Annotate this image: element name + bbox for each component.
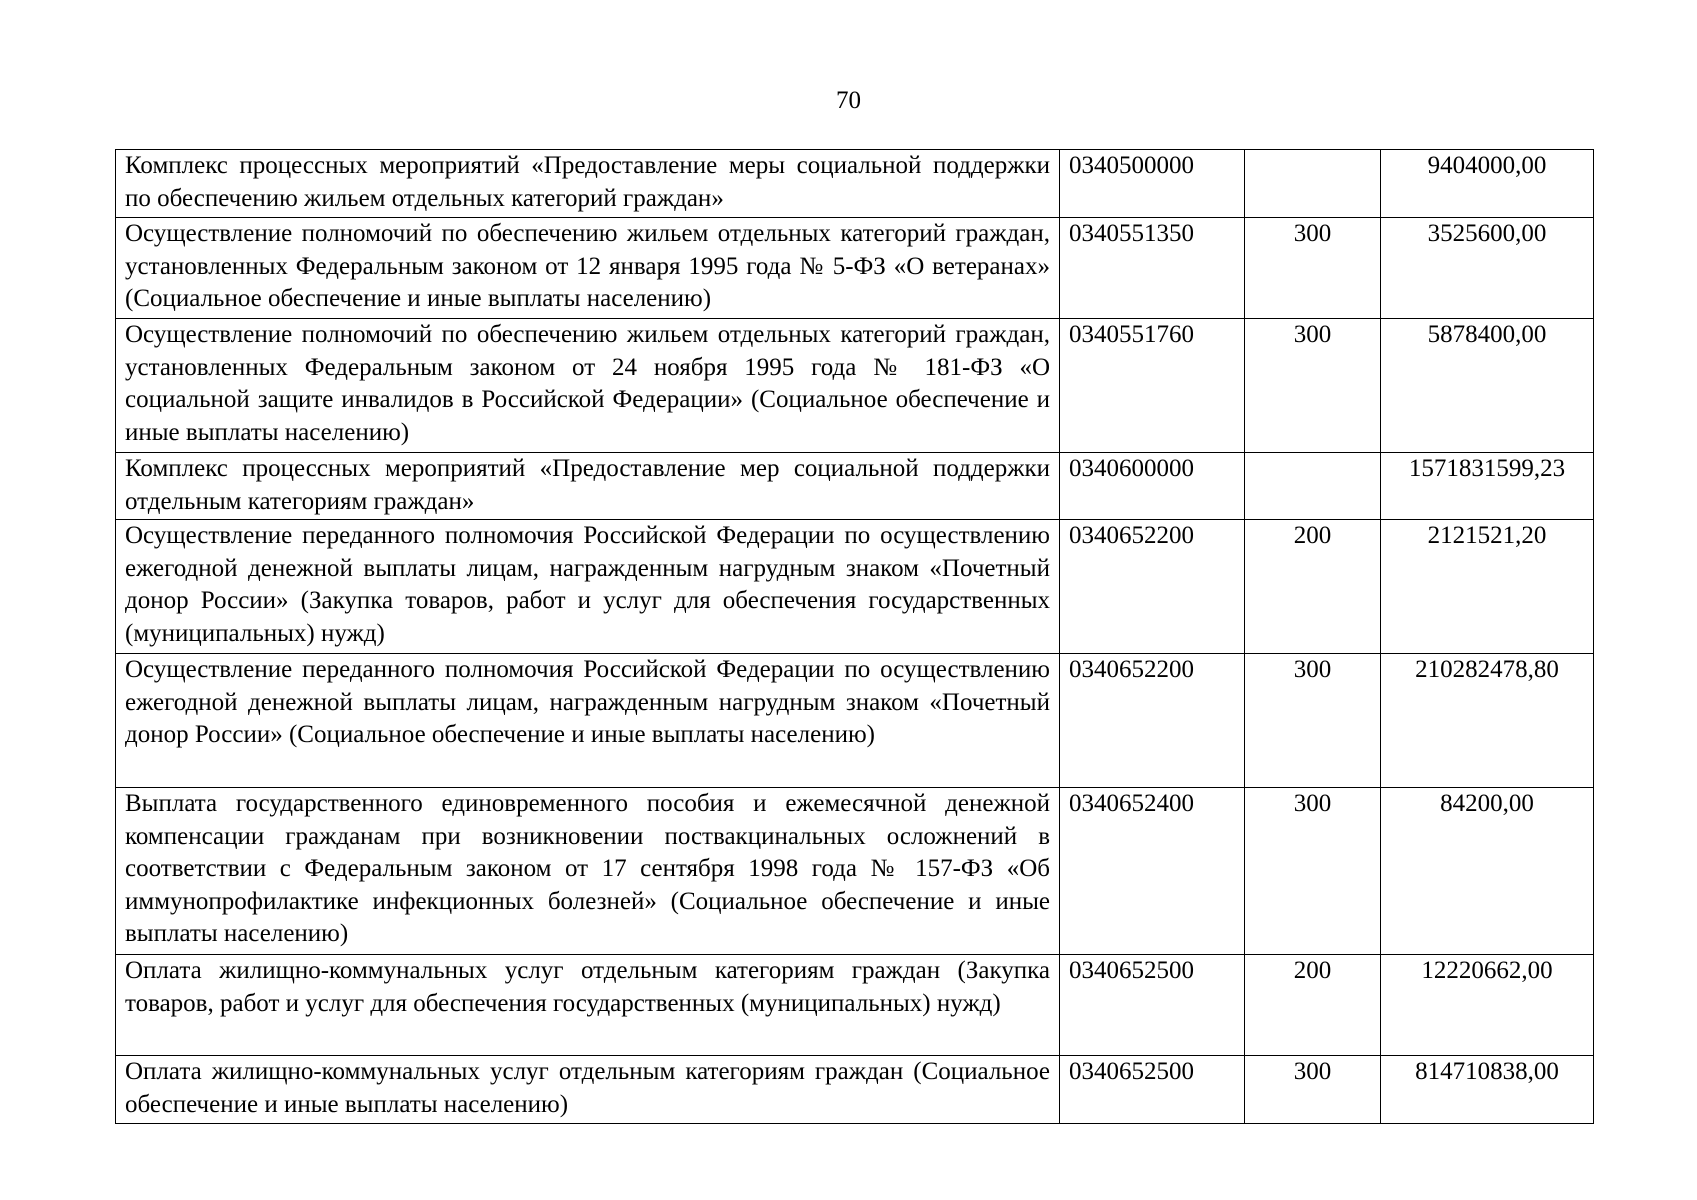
- row-expense-type: 300: [1245, 319, 1381, 453]
- table-row: [116, 453, 1594, 520]
- row-name: Осуществление переданного полномочия Российской Федерации по осуществлению ежегодной денежной выплаты лицам, награжденным нагрудным знаком «Почетный донор России» (Закупка товаров, работ и услуг для обеспечения государственных (муниципальных) нужд): [116, 520, 1060, 654]
- budget-table-body: [116, 150, 1594, 1124]
- row-expense-type: [1245, 453, 1381, 520]
- row-expense-type: [1245, 150, 1381, 218]
- row-name: Комплекс процессных мероприятий «Предоставление меры социальной поддержки по обеспечению жильем отдельных категорий граждан»: [116, 150, 1060, 218]
- row-sum: 1571831599,23: [1381, 453, 1594, 520]
- row-name: Осуществление полномочий по обеспечению жильем отдельных категорий граждан, установленных Федеральным законом от 12 января 1995 года № 5-ФЗ «О ветеранах» (Социальное обеспечение и иные выплаты населению): [116, 218, 1060, 319]
- row-name: Оплата жилищно-коммунальных услуг отдельным категориям граждан (Закупка товаров, работ и услуг для обеспечения государственных (муниципальных) нужд): [116, 955, 1060, 1056]
- row-expense-type: 300: [1245, 654, 1381, 788]
- budget-table: [115, 149, 1594, 1124]
- row-target-code: 0340652200: [1060, 520, 1245, 654]
- table-row: [116, 1056, 1594, 1124]
- row-sum: 9404000,00: [1381, 150, 1594, 218]
- row-target-code: 0340500000: [1060, 150, 1245, 218]
- row-target-code: 0340652400: [1060, 788, 1245, 955]
- row-sum: 3525600,00: [1381, 218, 1594, 319]
- table-row: [116, 150, 1594, 218]
- row-name: Осуществление полномочий по обеспечению жильем отдельных категорий граждан, установленных Федеральным законом от 24 ноября 1995 года № 181-ФЗ «О социальной защите инвалидов в Российской Федерации» (Социальное обеспечение и иные выплаты населению): [116, 319, 1060, 453]
- row-expense-type: 300: [1245, 788, 1381, 955]
- row-target-code: 0340652500: [1060, 1056, 1245, 1124]
- table-row: [116, 218, 1594, 319]
- row-target-code: 0340600000: [1060, 453, 1245, 520]
- table-row: [116, 319, 1594, 453]
- row-sum: 5878400,00: [1381, 319, 1594, 453]
- row-target-code: 0340551760: [1060, 319, 1245, 453]
- row-expense-type: 200: [1245, 955, 1381, 1056]
- table-row: [116, 654, 1594, 788]
- row-sum: 12220662,00: [1381, 955, 1594, 1056]
- row-name: Комплекс процессных мероприятий «Предоставление мер социальной поддержки отдельным категориям граждан»: [116, 453, 1060, 520]
- row-target-code: 0340551350: [1060, 218, 1245, 319]
- row-expense-type: 200: [1245, 520, 1381, 654]
- row-target-code: 0340652200: [1060, 654, 1245, 788]
- row-expense-type: 300: [1245, 1056, 1381, 1124]
- page-number: 70: [836, 87, 861, 114]
- row-name: Оплата жилищно-коммунальных услуг отдельным категориям граждан (Социальное обеспечение и иные выплаты населению): [116, 1056, 1060, 1124]
- row-sum: 2121521,20: [1381, 520, 1594, 654]
- row-sum: 814710838,00: [1381, 1056, 1594, 1124]
- row-name: Выплата государственного единовременного пособия и ежемесячной денежной компенсации гражданам при возникновении поствакцинальных осложнений в соответствии с Федеральным законом от 17 сентября 1998 года № 157-ФЗ «Об иммунопрофилактике инфекционных болезней» (Социальное обеспечение и иные выплаты населению): [116, 788, 1060, 955]
- table-row: [116, 955, 1594, 1056]
- row-sum: 210282478,80: [1381, 654, 1594, 788]
- row-expense-type: 300: [1245, 218, 1381, 319]
- row-target-code: 0340652500: [1060, 955, 1245, 1056]
- row-sum: 84200,00: [1381, 788, 1594, 955]
- table-row: [116, 788, 1594, 955]
- table-row: [116, 520, 1594, 654]
- row-name: Осуществление переданного полномочия Российской Федерации по осуществлению ежегодной денежной выплаты лицам, награжденным нагрудным знаком «Почетный донор России» (Социальное обеспечение и иные выплаты населению): [116, 654, 1060, 788]
